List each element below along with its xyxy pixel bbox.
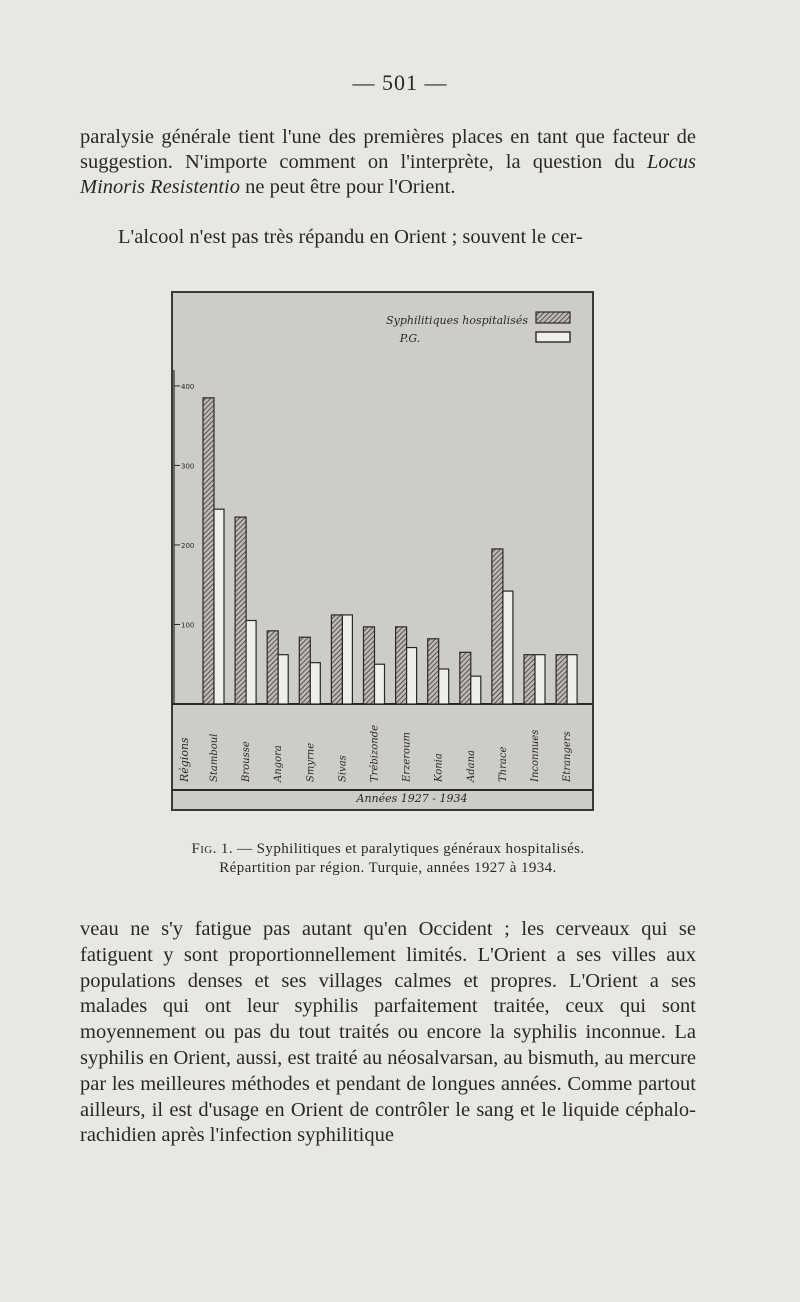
- paragraph-2: L'alcool n'est pas très répandu en Orient ; souvent le cer-: [118, 226, 583, 248]
- legend-label-series-1: Syphilitiques hospitalisés: [386, 314, 528, 327]
- bar-pg: [310, 663, 320, 704]
- category-label: Erzeroum: [401, 732, 413, 782]
- x-axis-label: Années 1927 - 1934: [356, 792, 468, 805]
- category-label: Brousse: [241, 741, 253, 782]
- category-label: Stamboul: [209, 733, 220, 782]
- bar-pg: [278, 655, 288, 704]
- bar-pg: [375, 664, 385, 704]
- y-tick-label: 400: [181, 382, 195, 391]
- bar-pg: [214, 509, 224, 704]
- figure-chart: [170, 290, 595, 812]
- bar-pg: [246, 621, 256, 705]
- legend-swatch-hatched: [536, 312, 570, 323]
- paragraph-1-start: paralysie générale tient l'une des premières places en tant que facteur de suggestion. N'importe comment on l'interprète, la question du: [80, 126, 696, 173]
- bar-syphilitiques: [364, 627, 375, 704]
- category-label: Smyrne: [305, 742, 317, 782]
- category-label: Etrangers: [562, 731, 574, 782]
- paragraph-1: [80, 125, 696, 200]
- legend-label-series-2: P.G.: [399, 332, 421, 345]
- bar-pg: [535, 655, 545, 704]
- row-label: Régions: [178, 737, 191, 782]
- figure-caption: [80, 840, 696, 878]
- category-label: Trébizonde: [369, 724, 381, 782]
- bar-pg: [407, 648, 417, 704]
- legend-swatch-open: [536, 332, 570, 342]
- y-tick-label: 300: [181, 462, 195, 471]
- caption-line-2: Répartition par région. Turquie, années 1927 à 1934.: [219, 860, 557, 876]
- bar-syphilitiques: [203, 398, 214, 704]
- bar-chart: [170, 290, 595, 812]
- caption-text-1: — Syphilitiques et paralytiques généraux hospitalisés.: [232, 841, 585, 857]
- bar-syphilitiques: [235, 517, 246, 704]
- category-label: Angora: [273, 745, 285, 782]
- category-label: Konia: [433, 753, 445, 782]
- bar-pg: [567, 655, 577, 704]
- paragraph-1-italic: Locus Minoris Resistentio: [80, 151, 696, 198]
- bar-pg: [471, 676, 481, 704]
- caption-label: Fig. 1.: [191, 841, 233, 857]
- bar-syphilitiques: [428, 639, 439, 704]
- bar-pg: [439, 669, 449, 704]
- category-label: Thrace: [497, 746, 509, 782]
- paragraph-1-end: ne peut être pour l'Orient.: [240, 176, 456, 198]
- paragraph-3: veau ne s'y fatigue pas autant qu'en Occident ; les cerveaux qui se fatiguent y sont proportionnellement limités. L'Orient a ses villes aux populations denses et ses villages calmes et propres. L'Orient a ses malades qui ont leur syphilis parfaitement traitée, ceux qui sont moyennement ou pas du tout traités ou encore la syphilis inconnue. La syphilis en Orient, aussi, est traité au néosalvarsan, au bismuth, au mercure par les meilleures méthodes et pendant de longues années. Comme partout ailleurs, il est d'usage en Orient de contrôler le sang et le liquide céphalo-rachidien après l'infection syphilitique: [80, 918, 696, 1147]
- bar-syphilitiques: [524, 655, 535, 704]
- bar-pg: [503, 591, 513, 704]
- y-tick-label: 100: [181, 621, 195, 630]
- bar-syphilitiques: [460, 652, 471, 704]
- page-number: — 501 —: [352, 70, 448, 95]
- caption-line-1: [80, 840, 696, 859]
- bar-syphilitiques: [299, 637, 310, 704]
- bar-syphilitiques: [556, 655, 567, 704]
- bar-syphilitiques: [396, 627, 407, 704]
- bar-pg: [342, 615, 352, 704]
- category-label: Inconnues: [530, 729, 541, 782]
- bar-syphilitiques: [331, 615, 342, 704]
- bar-syphilitiques: [492, 549, 503, 704]
- category-label: Sivas: [337, 755, 349, 782]
- category-label: Adana: [465, 750, 477, 782]
- bar-syphilitiques: [267, 631, 278, 704]
- y-tick-label: 200: [181, 541, 195, 550]
